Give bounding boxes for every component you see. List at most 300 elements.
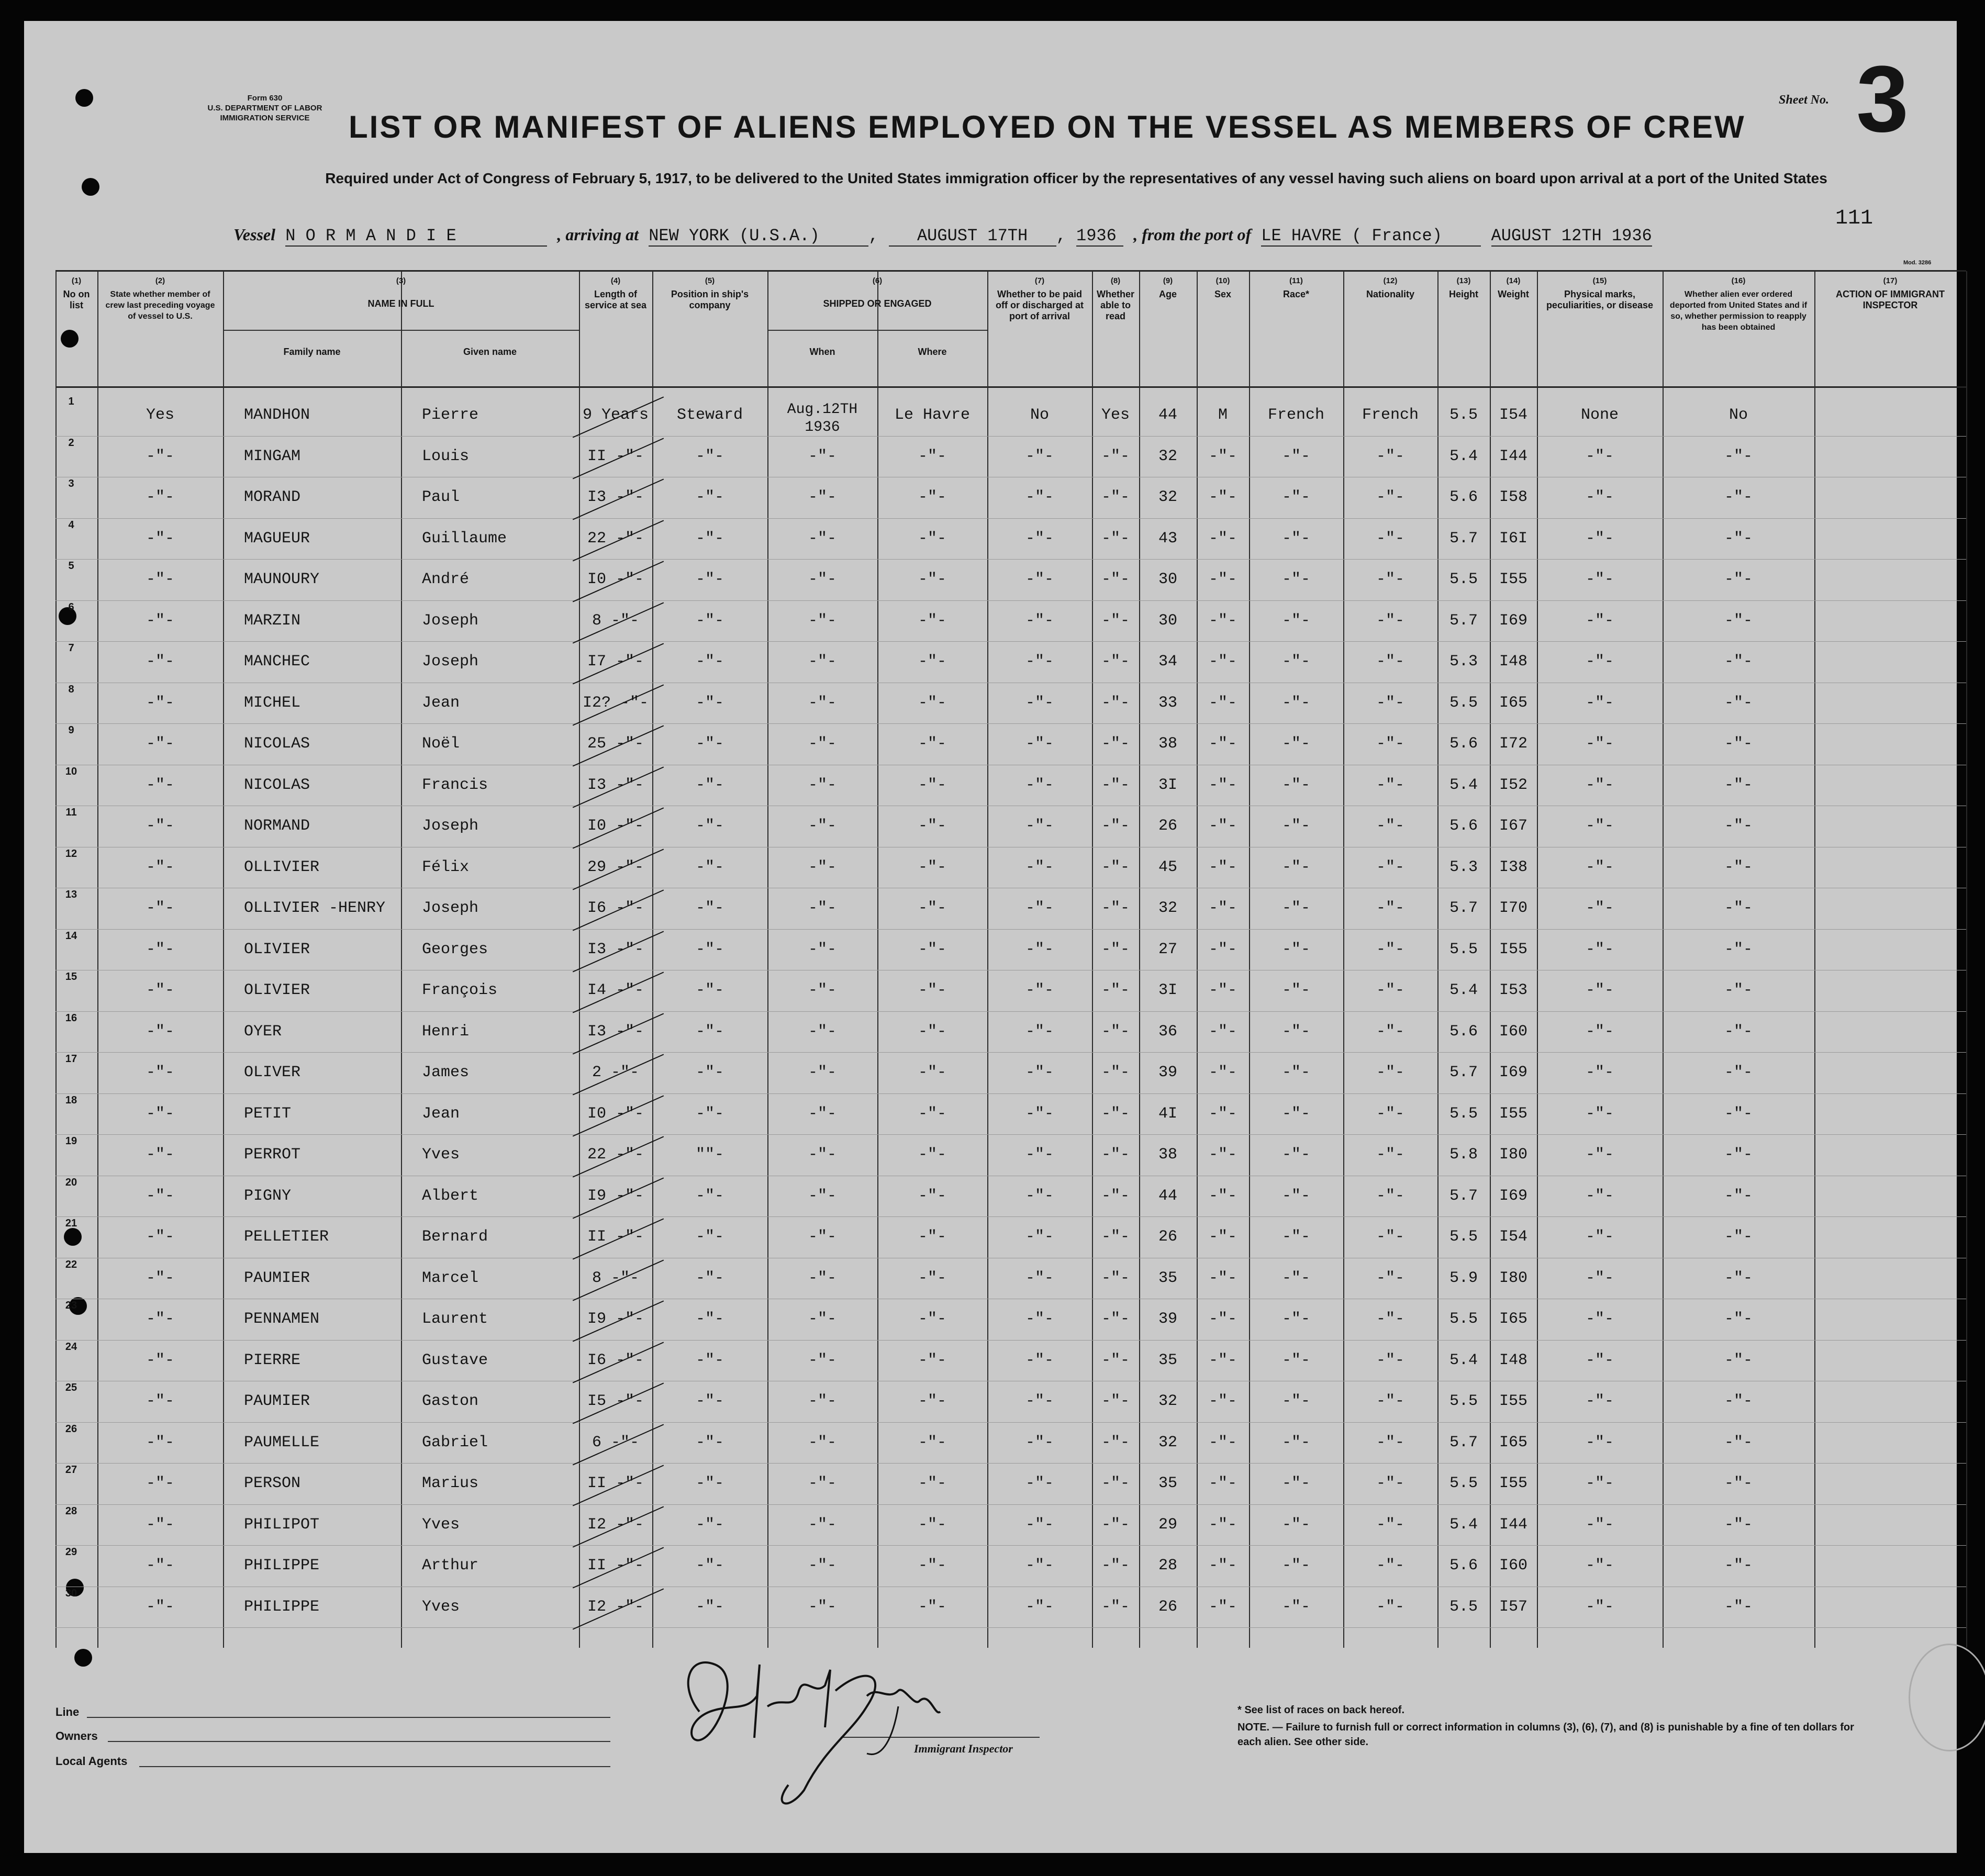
cell-marks: -"- (1585, 1187, 1614, 1205)
cell-marks: -"- (1585, 1022, 1614, 1041)
row-rule (55, 929, 1966, 930)
cell-where: -"- (918, 1228, 946, 1246)
cell-marks: -"- (1585, 1392, 1614, 1410)
cell-deported: -"- (1724, 1310, 1753, 1328)
cell-prev: -"- (146, 858, 174, 876)
row-rule (55, 641, 1966, 642)
cell-age: 44 (1158, 406, 1177, 424)
cell-height: 5.3 (1449, 858, 1478, 876)
cell-paid: -"- (1025, 1557, 1054, 1574)
cell-position: -"- (695, 1392, 724, 1410)
cell-paid: -"- (1025, 735, 1054, 753)
cell-given: Noël (422, 735, 460, 753)
form-identifier: Form 630 U.S. DEPARTMENT OF LABOR IMMIGRATION SERVICE (207, 94, 322, 122)
cell-position: -"- (695, 488, 724, 506)
cell-where: -"- (918, 1187, 946, 1205)
row-rule (55, 1422, 1966, 1423)
column-header: SHIPPED OR ENGAGED (823, 298, 932, 309)
cell-race: -"- (1281, 1310, 1310, 1328)
cell-read: -"- (1101, 1269, 1130, 1287)
cell-prev: -"- (146, 899, 174, 917)
cell-position: -"- (695, 529, 724, 548)
cell-given: Félix (422, 858, 470, 876)
cell-given: Albert (422, 1187, 479, 1205)
column-header: Height (1449, 289, 1478, 299)
cell-when: -"- (808, 817, 837, 835)
from-port-label: , from the port of (1133, 225, 1252, 244)
cell-race: -"- (1281, 653, 1310, 671)
cell-race: -"- (1281, 1475, 1310, 1492)
cell-when: -"- (808, 1228, 837, 1246)
cell-sex: -"- (1208, 1598, 1237, 1616)
cell-marks: -"- (1585, 1310, 1614, 1328)
cell-race: -"- (1281, 1515, 1310, 1534)
cell-nat: -"- (1376, 776, 1404, 794)
cell-when: -"- (808, 899, 837, 917)
cell-deported: -"- (1724, 1104, 1753, 1123)
cell-position: -"- (695, 899, 724, 917)
row-number: 5 (68, 560, 74, 572)
cell-marks: -"- (1585, 1269, 1614, 1287)
cell-position: -"- (695, 858, 724, 876)
cell-deported: -"- (1724, 776, 1753, 794)
cell-height: 5.6 (1449, 488, 1478, 506)
cell-position: -"- (695, 1557, 724, 1574)
penalty-note: NOTE. — Failure to furnish full or correct information in columns (3), (6), (7), and (8) is punishable by a fine of ten dollars for each alien. See other side. (1237, 1722, 1854, 1748)
cell-given: Gustave (422, 1351, 488, 1369)
cell-sex: -"- (1208, 858, 1237, 876)
cell-sex: -"- (1208, 1475, 1237, 1492)
column-number: (4) (610, 276, 621, 285)
cell-family: MORAND (244, 488, 301, 506)
cell-read: -"- (1101, 858, 1130, 876)
row-rule (55, 1216, 1966, 1217)
cell-service: 22 -"- (587, 1146, 644, 1164)
cell-family: PETIT (244, 1104, 292, 1123)
arrival-year: 1936 (1076, 226, 1123, 247)
cell-race: -"- (1281, 1598, 1310, 1616)
cell-height: 5.4 (1449, 981, 1478, 999)
cell-nat: -"- (1376, 817, 1404, 835)
cell-service: I6 -"- (587, 1351, 644, 1369)
header-rule-bottom (55, 386, 1966, 388)
cell-marks: -"- (1585, 653, 1614, 671)
cell-service: 2 -"- (592, 1064, 639, 1081)
cell-read: -"- (1101, 488, 1130, 506)
cell-given: Joseph (422, 611, 479, 630)
cell-deported: -"- (1724, 1228, 1753, 1246)
cell-nat: -"- (1376, 1515, 1404, 1534)
row-rule (55, 1011, 1966, 1012)
cell-given: Laurent (422, 1310, 488, 1328)
cell-paid: -"- (1025, 447, 1054, 465)
column-number: (16) (1731, 276, 1746, 285)
cell-family: MAGUEUR (244, 529, 310, 548)
cell-paid: -"- (1025, 571, 1054, 588)
cell-given: Arthur (422, 1557, 479, 1574)
cell-height: 5.6 (1449, 817, 1478, 835)
cell-paid: -"- (1025, 1515, 1054, 1534)
inspector-signature (668, 1633, 961, 1822)
column-header: Position in ship's company (671, 289, 749, 310)
cell-where: -"- (918, 817, 946, 835)
cell-service: 9 Years (582, 406, 649, 424)
cell-weight: I69 (1499, 1064, 1527, 1081)
row-rule (55, 1134, 1966, 1135)
cell-age: 34 (1158, 653, 1177, 671)
cell-service: I0 -"- (587, 817, 644, 835)
row-number: 21 (65, 1218, 77, 1229)
cell-position: -"- (695, 817, 724, 835)
row-number: 12 (65, 847, 77, 859)
cell-race: -"- (1281, 1022, 1310, 1041)
cell-sex: -"- (1208, 571, 1237, 588)
cell-height: 5.5 (1449, 694, 1478, 712)
cell-service: 8 -"- (592, 611, 639, 630)
cell-given: Joseph (422, 899, 479, 917)
header-rule-top (55, 270, 1966, 272)
cell-family: OLIVIER (244, 981, 310, 999)
cell-where: -"- (918, 735, 946, 753)
cell-family: OYER (244, 1022, 282, 1041)
cell-deported: -"- (1724, 571, 1753, 588)
cell-age: 45 (1158, 858, 1177, 876)
cell-prev: -"- (146, 1228, 174, 1246)
cell-height: 5.5 (1449, 1310, 1478, 1328)
row-number: 17 (65, 1053, 77, 1065)
cell-deported: -"- (1724, 1598, 1753, 1616)
column-header: Whether able to read (1097, 289, 1134, 321)
cell-age: 26 (1158, 1598, 1177, 1616)
row-number: 10 (65, 765, 77, 777)
cell-prev: -"- (146, 529, 174, 548)
row-rule (55, 559, 1966, 560)
cell-race: -"- (1281, 1104, 1310, 1123)
cell-where: -"- (918, 1392, 946, 1410)
cell-marks: -"- (1585, 447, 1614, 465)
row-number: 6 (68, 601, 74, 613)
cell-paid: -"- (1025, 1228, 1054, 1246)
cell-service: 29 -"- (587, 858, 644, 876)
row-rule (55, 1627, 1966, 1628)
row-rule (55, 1093, 1966, 1094)
cell-when: -"- (808, 1351, 837, 1369)
cell-when: -"- (808, 694, 837, 712)
cell-sex: -"- (1208, 981, 1237, 999)
cell-where: -"- (918, 1104, 946, 1123)
cell-read: -"- (1101, 1228, 1130, 1246)
cell-marks: -"- (1585, 1228, 1614, 1246)
row-number: 1 (68, 396, 74, 407)
cell-prev: -"- (146, 1557, 174, 1574)
column-subheader: When (809, 347, 835, 357)
cell-position: -"- (695, 1433, 724, 1451)
cell-race: -"- (1281, 1269, 1310, 1287)
row-rule (55, 1340, 1966, 1341)
cell-family: NICOLAS (244, 735, 310, 753)
cell-when: -"- (808, 1146, 837, 1164)
punch-hole (74, 1649, 92, 1667)
cell-marks: -"- (1585, 1351, 1614, 1369)
cell-given: Guillaume (422, 529, 507, 548)
cell-nat: -"- (1376, 735, 1404, 753)
cell-read: -"- (1101, 817, 1130, 835)
cell-given: André (422, 571, 470, 588)
cell-read: Yes (1101, 406, 1130, 424)
cell-family: PHILIPOT (244, 1515, 320, 1534)
cell-position: -"- (695, 1515, 724, 1534)
races-note: * See list of races on back hereof. (1237, 1704, 1405, 1716)
cell-service: 6 -"- (592, 1433, 639, 1451)
cell-position: -"- (695, 694, 724, 712)
column-number: (14) (1506, 276, 1521, 285)
cell-position: -"- (695, 776, 724, 794)
row-number: 23 (65, 1300, 77, 1311)
cell-prev: -"- (146, 817, 174, 835)
cell-read: -"- (1101, 694, 1130, 712)
row-number: 8 (68, 683, 74, 695)
cell-race: -"- (1281, 981, 1310, 999)
cell-weight: I69 (1499, 1187, 1527, 1205)
cell-service: I4 -"- (587, 981, 644, 999)
cell-age: 44 (1158, 1187, 1177, 1205)
cell-race: -"- (1281, 1557, 1310, 1574)
cell-weight: I69 (1499, 611, 1527, 630)
cell-deported: -"- (1724, 529, 1753, 548)
line-rule (87, 1717, 610, 1718)
cell-read: -"- (1101, 1187, 1130, 1205)
cell-read: -"- (1101, 776, 1130, 794)
cell-age: 26 (1158, 1228, 1177, 1246)
cell-family: MANCHEC (244, 653, 310, 671)
cell-given: Yves (422, 1146, 460, 1164)
row-rule (55, 436, 1966, 437)
punch-hole (75, 89, 93, 107)
cell-marks: -"- (1585, 1146, 1614, 1164)
row-number: 27 (65, 1464, 77, 1476)
cell-height: 5.3 (1449, 653, 1478, 671)
cell-read: -"- (1101, 571, 1130, 588)
column-header: Race* (1283, 289, 1310, 299)
cell-nat: -"- (1376, 1146, 1404, 1164)
cell-nat: -"- (1376, 1269, 1404, 1287)
cell-deported: -"- (1724, 899, 1753, 917)
cell-deported: -"- (1724, 611, 1753, 630)
cell-when: -"- (808, 447, 837, 465)
cell-prev: -"- (146, 1598, 174, 1616)
punch-hole (61, 330, 79, 348)
cell-nat: -"- (1376, 611, 1404, 630)
cell-age: 29 (1158, 1515, 1177, 1534)
cell-family: OLIVER (244, 1064, 301, 1081)
cell-read: -"- (1101, 1310, 1130, 1328)
cell-marks: -"- (1585, 858, 1614, 876)
cell-nat: -"- (1376, 1228, 1404, 1246)
cell-prev: -"- (146, 1392, 174, 1410)
column-subheader: Family name (283, 347, 341, 357)
cell-height: 5.5 (1449, 1598, 1478, 1616)
cell-nat: -"- (1376, 1433, 1404, 1451)
sheet-number: 3 (1856, 47, 1909, 152)
manifest-sheet (24, 21, 1957, 1853)
row-number: 28 (65, 1505, 77, 1517)
cell-service: I3 -"- (587, 776, 644, 794)
cell-position: -"- (695, 447, 724, 465)
line-label: Line (55, 1705, 80, 1718)
cell-position: -"- (695, 1064, 724, 1081)
cell-family: PERSON (244, 1475, 301, 1492)
cell-weight: I54 (1499, 1228, 1527, 1246)
cell-when: -"- (808, 981, 837, 999)
cell-age: 43 (1158, 529, 1177, 548)
cell-weight: I48 (1499, 1351, 1527, 1369)
cell-where: -"- (918, 940, 946, 958)
cell-age: 30 (1158, 611, 1177, 630)
row-rule (55, 1545, 1966, 1546)
cell-given: Joseph (422, 817, 479, 835)
cell-where: -"- (918, 1310, 946, 1328)
cell-height: 5.4 (1449, 447, 1478, 465)
cell-nat: -"- (1376, 1104, 1404, 1123)
column-header: State whether member of crew last preceding voyage of vessel to U.S. (105, 290, 215, 321)
cell-weight: I57 (1499, 1598, 1527, 1616)
faded-stamp (1909, 1644, 1985, 1751)
cell-paid: -"- (1025, 981, 1054, 999)
row-number: 24 (65, 1341, 77, 1353)
agents-rule (139, 1766, 610, 1767)
cell-weight: I44 (1499, 1515, 1527, 1534)
cell-race: -"- (1281, 1187, 1310, 1205)
arrival-date: AUGUST 17TH (889, 226, 1056, 247)
cell-deported: -"- (1724, 1187, 1753, 1205)
cell-family: MINGAM (244, 447, 301, 465)
row-rule (55, 723, 1966, 724)
cell-weight: I54 (1499, 406, 1527, 424)
vessel-name: N O R M A N D I E (285, 226, 547, 247)
cell-when: -"- (808, 1187, 837, 1205)
cell-family: PIERRE (244, 1351, 301, 1369)
cell-where: -"- (918, 488, 946, 506)
punch-hole (64, 1228, 82, 1246)
cell-nat: -"- (1376, 1310, 1404, 1328)
cell-race: -"- (1281, 1392, 1310, 1410)
cell-nat: -"- (1376, 858, 1404, 876)
cell-paid: -"- (1025, 1475, 1054, 1492)
cell-marks: -"- (1585, 1515, 1614, 1534)
cell-given: Joseph (422, 653, 479, 671)
cell-nat: -"- (1376, 488, 1404, 506)
cell-where: -"- (918, 1064, 946, 1081)
vessel-label: Vessel (233, 225, 275, 244)
column-header: Physical marks, peculiarities, or disease (1546, 289, 1654, 310)
cell-deported: -"- (1724, 1269, 1753, 1287)
cell-service: I6 -"- (587, 899, 644, 917)
cell-prev: -"- (146, 1475, 174, 1492)
cell-paid: -"- (1025, 1598, 1054, 1616)
cell-deported: -"- (1724, 1351, 1753, 1369)
cell-nat: -"- (1376, 940, 1404, 958)
cell-nat: -"- (1376, 653, 1404, 671)
cell-age: 39 (1158, 1064, 1177, 1081)
cell-position: -"- (695, 1228, 724, 1246)
cell-where: -"- (918, 1351, 946, 1369)
cell-age: 38 (1158, 1146, 1177, 1164)
row-rule (55, 518, 1966, 519)
row-number: 26 (65, 1423, 77, 1435)
cell-race: -"- (1281, 488, 1310, 506)
column-header: NAME IN FULL (367, 298, 434, 309)
cell-sex: -"- (1208, 447, 1237, 465)
cell-prev: -"- (146, 694, 174, 712)
cell-sex: -"- (1208, 1146, 1237, 1164)
cell-when: -"- (808, 1392, 837, 1410)
cell-service: I9 -"- (587, 1310, 644, 1328)
cell-age: 32 (1158, 1433, 1177, 1451)
cell-age: 32 (1158, 899, 1177, 917)
row-number: 16 (65, 1012, 77, 1024)
cell-prev: -"- (146, 1146, 174, 1164)
cell-paid: -"- (1025, 1104, 1054, 1123)
cell-paid: -"- (1025, 694, 1054, 712)
cell-given: Louis (422, 447, 470, 465)
cell-read: -"- (1101, 1146, 1130, 1164)
cell-where: -"- (918, 1269, 946, 1287)
cell-prev: -"- (146, 981, 174, 999)
cell-weight: I65 (1499, 1310, 1527, 1328)
cell-height: 5.7 (1449, 611, 1478, 630)
cell-family: PERROT (244, 1146, 301, 1164)
cell-marks: -"- (1585, 488, 1614, 506)
cell-paid: -"- (1025, 1064, 1054, 1081)
cell-service: I0 -"- (587, 571, 644, 588)
cell-race: -"- (1281, 1064, 1310, 1081)
cell-where: -"- (918, 529, 946, 548)
cell-service: I3 -"- (587, 940, 644, 958)
cell-family: NICOLAS (244, 776, 310, 794)
cell-sex: -"- (1208, 940, 1237, 958)
cell-age: 39 (1158, 1310, 1177, 1328)
cell-family: MICHEL (244, 694, 301, 712)
cell-marks: -"- (1585, 611, 1614, 630)
cell-sex: -"- (1208, 1104, 1237, 1123)
column-rule (1966, 271, 1967, 1648)
cell-where: -"- (918, 1022, 946, 1041)
cell-weight: I55 (1499, 1392, 1527, 1410)
cell-marks: None (1580, 406, 1619, 424)
cell-read: -"- (1101, 1022, 1130, 1041)
cell-read: -"- (1101, 529, 1130, 548)
cell-where: -"- (918, 653, 946, 671)
cell-age: 35 (1158, 1351, 1177, 1369)
cell-where: -"- (918, 776, 946, 794)
cell-weight: I65 (1499, 694, 1527, 712)
column-number: (10) (1215, 276, 1230, 285)
cell-nat: -"- (1376, 529, 1404, 548)
cell-weight: I72 (1499, 735, 1527, 753)
cell-weight: I55 (1499, 1475, 1527, 1492)
cell-where: -"- (918, 1146, 946, 1164)
cell-sex: -"- (1208, 1557, 1237, 1574)
cell-height: 5.7 (1449, 529, 1478, 548)
cell-when: -"- (808, 735, 837, 753)
column-number: (11) (1289, 276, 1303, 285)
cell-given: François (422, 981, 498, 999)
cell-service: I2 -"- (587, 1598, 644, 1616)
cell-position: Steward (676, 406, 743, 424)
cell-age: 33 (1158, 694, 1177, 712)
cell-where: -"- (918, 1557, 946, 1574)
cell-family: OLIVIER (244, 940, 310, 958)
